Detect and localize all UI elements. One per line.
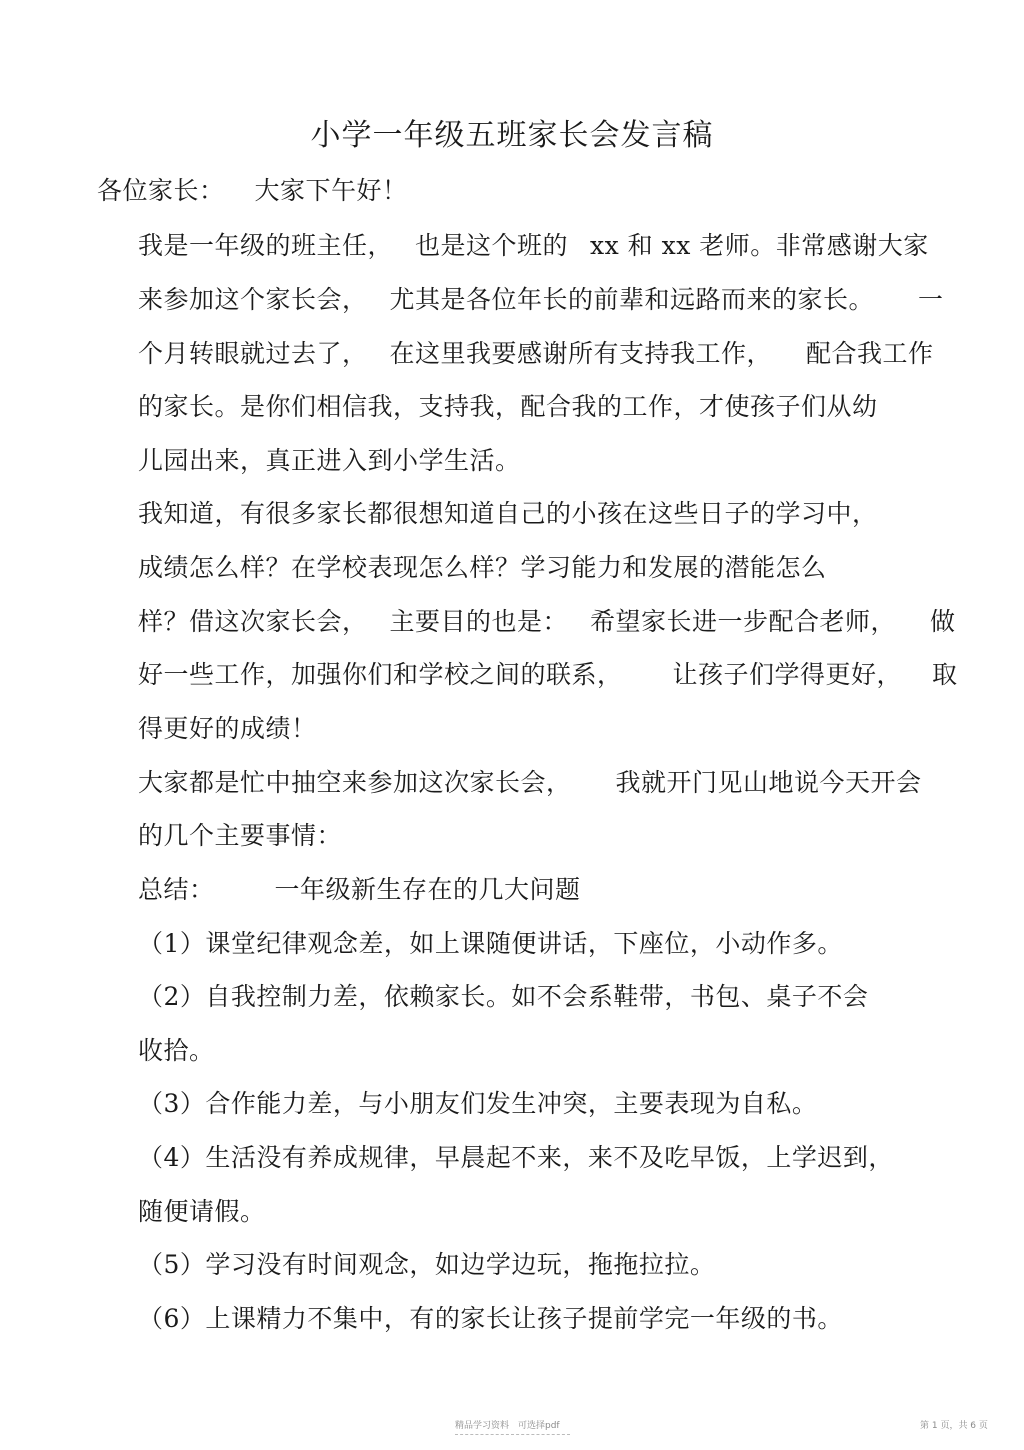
list-item: （1）课堂纪律观念差，如上课随便讲话，下座位，小动作多。: [138, 929, 843, 958]
text-run: 做: [930, 607, 956, 636]
list-item: 收拾。: [138, 1036, 215, 1065]
summary-line: [138, 870, 581, 910]
list-item: （4）生活没有养成规律，早晨起不来，来不及吃早饭，上学迟到，: [138, 1143, 894, 1172]
paragraph-line: [138, 763, 922, 803]
list-item: （3）合作能力差，与小朋友们发生冲突，主要表现为自私。: [138, 1089, 818, 1118]
list-item: （2）自我控制力差，依赖家长。如不会系鞋带，书包、桌子不会: [138, 982, 869, 1011]
text-run: 我是一年级的班主任，: [138, 231, 394, 260]
document-title: 小学一年级五班家长会发言稿: [310, 118, 714, 153]
paragraph-line: 我知道，有很多家长都很想知道自己的小孩在这些日子的学习中，: [138, 499, 878, 528]
text-run: 我就开门见山地说今天开会: [615, 768, 922, 797]
text-run: 好一些工作，加强你们和学校之间的联系，: [138, 660, 623, 689]
text-run: 大家都是忙中抽空来参加这次家长会，: [138, 768, 572, 797]
text-run: 主要目的也是：: [389, 607, 569, 636]
paragraph-line: 成绩怎么样？在学校表现怎么样？学习能力和发展的潜能怎么: [138, 553, 827, 582]
text-run: 希望家长进一步配合老师，: [590, 607, 897, 636]
footer-source-note: 精品学习资料 可选择pdf: [455, 1421, 560, 1431]
paragraph-line: [138, 655, 958, 695]
text-run: 配合我工作: [806, 339, 934, 368]
footer-divider: [455, 1434, 570, 1435]
text-run: 也是这个班的: [415, 231, 569, 260]
greeting-line: [97, 171, 408, 211]
text-run: 个月转眼就过去了，: [138, 339, 368, 368]
paragraph-line: 儿园出来，真正进入到小学生活。: [138, 446, 521, 475]
hello: 大家下午好！: [254, 176, 408, 205]
text-run: 尤其是各位年长的前辈和远路而来的家长。: [389, 285, 875, 314]
text-run: 让孩子们学得更好，: [672, 660, 903, 689]
paragraph-line: [138, 226, 929, 266]
page-number: 第 1 页，共 6 页: [920, 1421, 988, 1431]
paragraph-line: 得更好的成绩！: [138, 714, 317, 743]
paragraph-line: [138, 280, 944, 320]
salutation: 各位家长：: [97, 176, 225, 205]
list-item: 随便请假。: [138, 1197, 266, 1226]
paragraph-line: 的几个主要事情：: [138, 821, 343, 850]
summary-label: 总结：: [138, 875, 215, 904]
paragraph-line: 的家长。是你们相信我，支持我，配合我的工作，才使孩子们从幼: [138, 392, 878, 421]
text-run: 样？借这次家长会，: [138, 607, 368, 636]
text-run: 来参加这个家长会，: [138, 285, 368, 314]
paragraph-line: [138, 334, 934, 374]
text-run: xx 和 xx 老师。非常感谢大家: [590, 231, 929, 260]
paragraph-line: [138, 602, 956, 642]
text-run: 取: [932, 660, 958, 689]
text-run: 在这里我要感谢所有支持我工作，: [389, 339, 773, 368]
list-item: （6）上课精力不集中，有的家长让孩子提前学完一年级的书。: [138, 1304, 843, 1333]
list-item: （5）学习没有时间观念，如边学边玩，拖拖拉拉。: [138, 1250, 716, 1279]
summary-text: 一年级新生存在的几大问题: [274, 875, 581, 904]
text-run: 一: [918, 285, 944, 314]
